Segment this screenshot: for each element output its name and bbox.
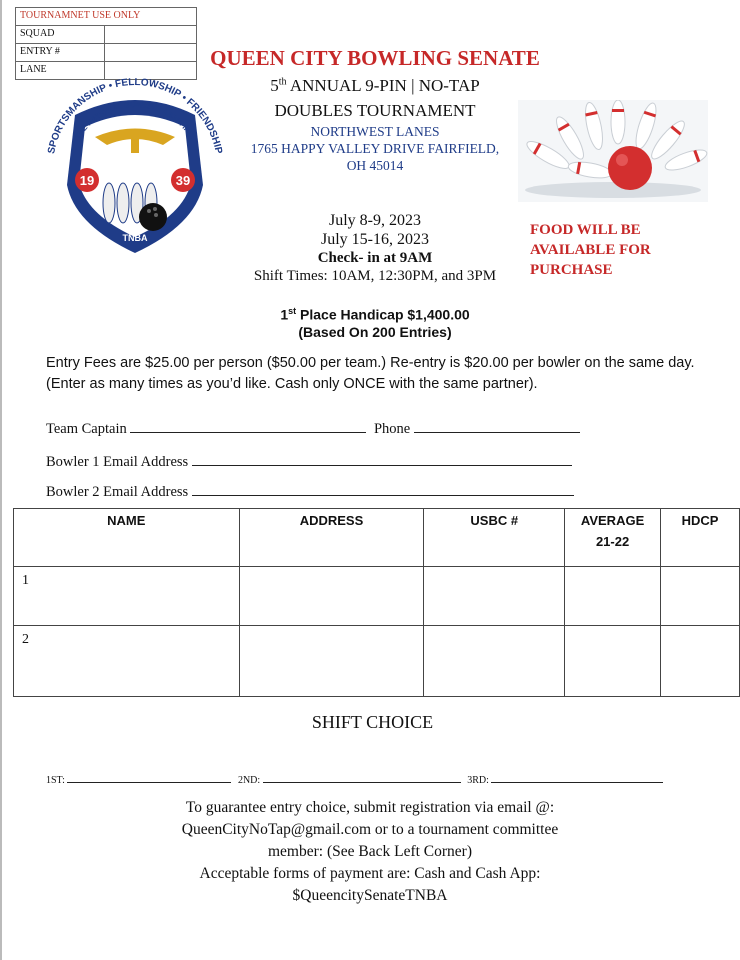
table-header-row	[14, 509, 740, 567]
bowling-strike-image	[518, 100, 708, 202]
team-captain-label: Team Captain	[46, 421, 127, 437]
third-choice-input[interactable]	[491, 772, 663, 783]
footer-line-1: To guarantee entry choice, submit registration via email @:	[185, 799, 555, 816]
footer-line-3: member: (See Back Left Corner)	[268, 843, 472, 860]
entry-fees-text: Entry Fees are $25.00 per person ($50.00 per team.) Re-entry is $20.00 per bowler on the same day. (Enter as many times as you’d like. Cash only ONCE with the same partner).	[46, 355, 695, 392]
lane-label: LANE	[20, 64, 47, 75]
bowlers-table	[13, 508, 740, 697]
bowling-ball-icon	[139, 203, 167, 231]
col-name: NAME	[14, 509, 240, 567]
row-1-address[interactable]	[239, 567, 424, 626]
table-row	[14, 567, 740, 626]
date-1: July 8-9, 2023	[329, 212, 421, 229]
row-2-hdcp[interactable]	[661, 626, 740, 697]
bowler2-email-label: Bowler 2 Email Address	[46, 484, 189, 500]
phone-label: Phone	[373, 421, 411, 437]
row-1-hdcp[interactable]	[661, 567, 740, 626]
third-choice-label: 3RD:	[467, 775, 489, 786]
red-ball-icon	[608, 146, 652, 190]
shift-choice-row	[46, 772, 663, 786]
bowler1-email-row	[46, 451, 572, 471]
logo-ring-text: THE NATIONAL BOWLING ASSN. INC.	[73, 99, 197, 141]
phone-input[interactable]	[414, 418, 580, 433]
row-1-name[interactable]: 1	[14, 567, 240, 626]
bowler2-email-row	[46, 481, 574, 501]
bowler1-email-input[interactable]	[192, 451, 572, 466]
col-hdcp: HDCP	[661, 509, 740, 567]
page-edge	[0, 0, 2, 960]
footer-line-5: $QueencitySenateTNBA	[292, 887, 448, 904]
venue-address-2: OH 45014	[346, 158, 404, 173]
logo-bottom-text: TNBA	[122, 233, 148, 243]
shift-choice-title: SHIFT CHOICE	[311, 712, 434, 732]
checkin-time: Check- in at 9AM	[317, 250, 433, 266]
bowler2-email-input[interactable]	[192, 481, 574, 496]
bowler1-email-label: Bowler 1 Email Address	[46, 454, 189, 470]
table-row	[14, 626, 740, 697]
entry-field[interactable]	[104, 44, 196, 61]
venue-address-1: 1765 HAPPY VALLEY DRIVE FAIRFIELD,	[250, 141, 500, 156]
page-title: QUEEN CITY BOWLING SENATE	[210, 46, 540, 70]
col-usbc: USBC #	[424, 509, 565, 567]
row-2-average[interactable]	[565, 626, 661, 697]
col-address: ADDRESS	[239, 509, 424, 567]
second-choice-label: 2ND:	[237, 775, 261, 786]
col-average: AVERAGE 21-22	[565, 509, 661, 567]
row-2-name[interactable]: 2	[14, 626, 240, 697]
first-choice-label: 1ST:	[46, 775, 65, 786]
entry-label: ENTRY #	[20, 46, 60, 57]
year-left: 19	[79, 173, 95, 188]
prize-amount: 1st Place Handicap $1,400.00	[280, 306, 470, 323]
footer-line-2: QueenCityNoTap@gmail.com or to a tournament committee	[181, 821, 559, 838]
team-captain-row	[46, 418, 580, 438]
date-2: July 15-16, 2023	[321, 231, 429, 248]
logo-top-text: SPORTSMANSHIP • FELLOWSHIP • FRIENDSHIP	[46, 76, 224, 155]
food-notice: FOOD WILL BE AVAILABLE FOR PURCHASE	[530, 222, 651, 278]
year-right: 39	[175, 173, 191, 188]
annual-line: 5th ANNUAL 9-PIN | NO-TAP	[270, 76, 480, 95]
second-choice-input[interactable]	[263, 772, 461, 783]
row-2-usbc[interactable]	[424, 626, 565, 697]
row-1-average[interactable]	[565, 567, 661, 626]
team-captain-input[interactable]	[130, 418, 366, 433]
tournament-use-box	[15, 7, 197, 80]
shift-times: Shift Times: 10AM, 12:30PM, and 3PM	[253, 268, 497, 284]
squad-field[interactable]	[104, 26, 196, 43]
prize-note: (Based On 200 Entries)	[298, 324, 452, 340]
footer-line-4: Acceptable forms of payment are: Cash and Cash App:	[199, 865, 541, 882]
squad-label: SQUAD	[20, 28, 55, 39]
venue-name: NORTHWEST LANES	[310, 124, 440, 139]
row-2-address[interactable]	[239, 626, 424, 697]
row-1-usbc[interactable]	[424, 567, 565, 626]
tournament-use-header: TOURNAMNET USE ONLY	[20, 10, 141, 21]
first-choice-input[interactable]	[67, 772, 231, 783]
tournament-type: DOUBLES TOURNAMENT	[274, 101, 476, 120]
